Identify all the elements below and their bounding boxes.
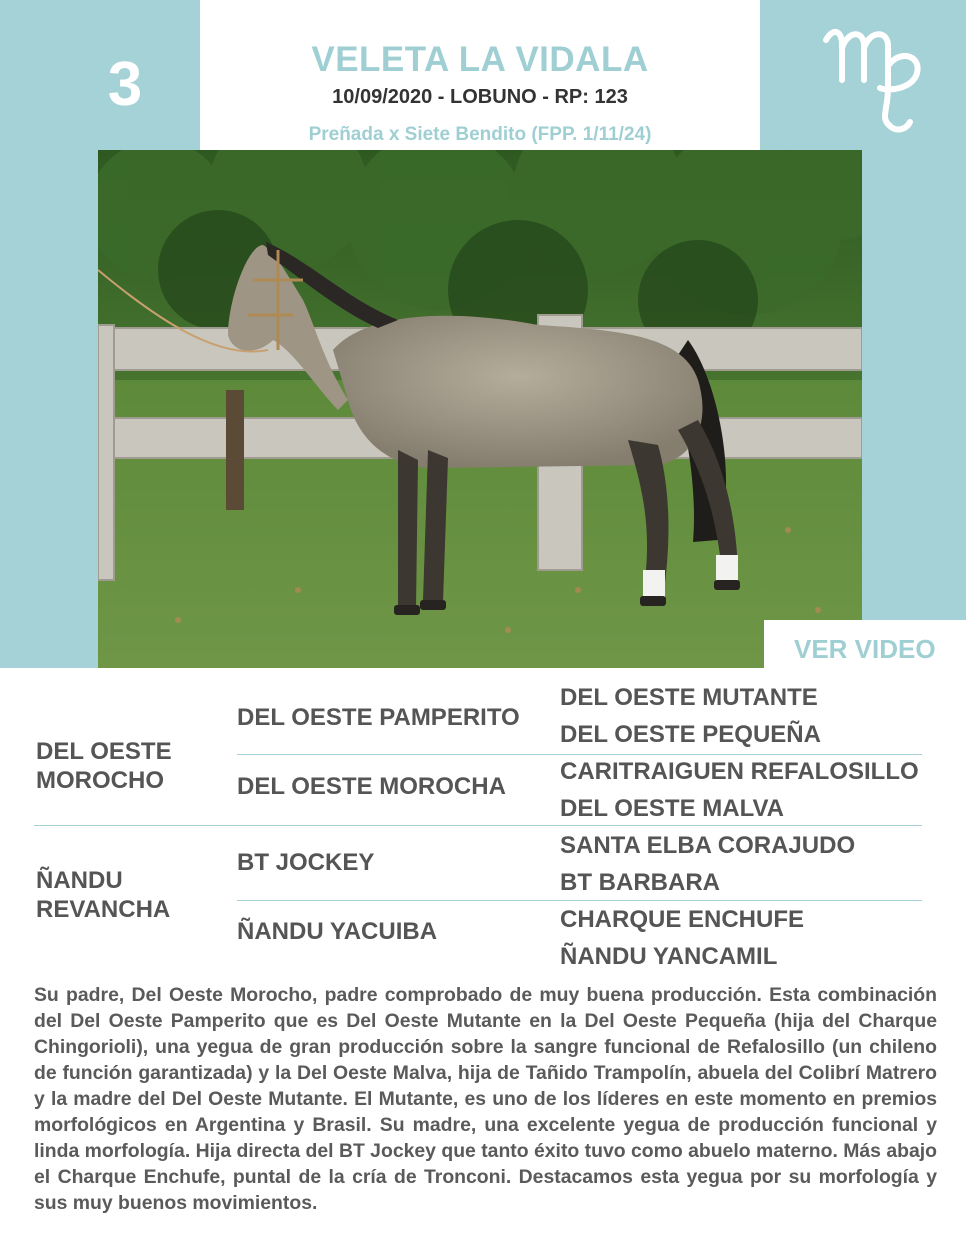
sire-name: DEL OESTE MOROCHO: [36, 738, 172, 794]
divider: [237, 900, 922, 901]
great-grandparent: CARITRAIGUEN REFALOSILLO: [560, 758, 919, 785]
great-grandparent: ÑANDU YANCAMIL: [560, 943, 778, 970]
dam-dam-name: ÑANDU YACUIBA: [237, 918, 438, 945]
dam-name: ÑANDU REVANCHA: [36, 867, 171, 923]
horse-name: VELETA LA VIDALA: [311, 40, 649, 79]
header: [200, 0, 760, 150]
great-grandparent: DEL OESTE MALVA: [560, 795, 785, 822]
great-grandparent: SANTA ELBA CORAJUDO: [560, 832, 856, 859]
sire-sire-name: DEL OESTE PAMPERITO: [237, 704, 520, 731]
video-box: [764, 620, 966, 668]
pregnancy-note: Preñada x Siete Bendito (FPP. 1/11/24): [308, 124, 652, 145]
great-grandparent: BT BARBARA: [560, 869, 720, 896]
divider: [34, 825, 922, 826]
lot-number: 3: [107, 50, 143, 119]
divider: [237, 754, 922, 755]
virgo-sign-icon: [820, 18, 930, 138]
sire-dam-name: DEL OESTE MOROCHA: [237, 773, 506, 800]
pedigree-table: [0, 668, 966, 968]
video-link[interactable]: VER VIDEO: [794, 634, 936, 664]
horse-info: 10/09/2020 - LOBUNO - RP: 123: [332, 86, 628, 108]
horse-photo: [98, 150, 862, 668]
dam-sire-name: BT JOCKEY: [237, 849, 375, 876]
great-grandparent: CHARQUE ENCHUFE: [560, 906, 805, 933]
great-grandparent: DEL OESTE PEQUEÑA: [560, 721, 821, 748]
description-paragraph: Su padre, Del Oeste Morocho, padre comprobado de muy buena producción. Esta combinación del Del Oeste Pamperito que es Del Oeste Mutante en la Del Oeste Pequeña (hija del Charque Chingorioli), una yegua de gran producción sobre la sangre funcional de Refalosillo (un chileno de función garantizada) y la Del Oeste Malva, hija de Tañido Trampolín, abuela del Colibrí Matrero y la madre del Del Oeste Mutante. El Mutante, es uno de los líderes en este momento en premios morfológicos en Argentina y Brasil. Su madre, una excelente yegua de producción funcional y linda morfología. Hija directa del BT Jockey que tanto éxito tuvo como abuelo materno. Más abajo el Charque Enchufe, puntal de la cría de Tronconi. Destacamos esta yegua por su morfología y sus muy buenos movimientos.: [34, 984, 937, 1214]
great-grandparent: DEL OESTE MUTANTE: [560, 684, 818, 711]
